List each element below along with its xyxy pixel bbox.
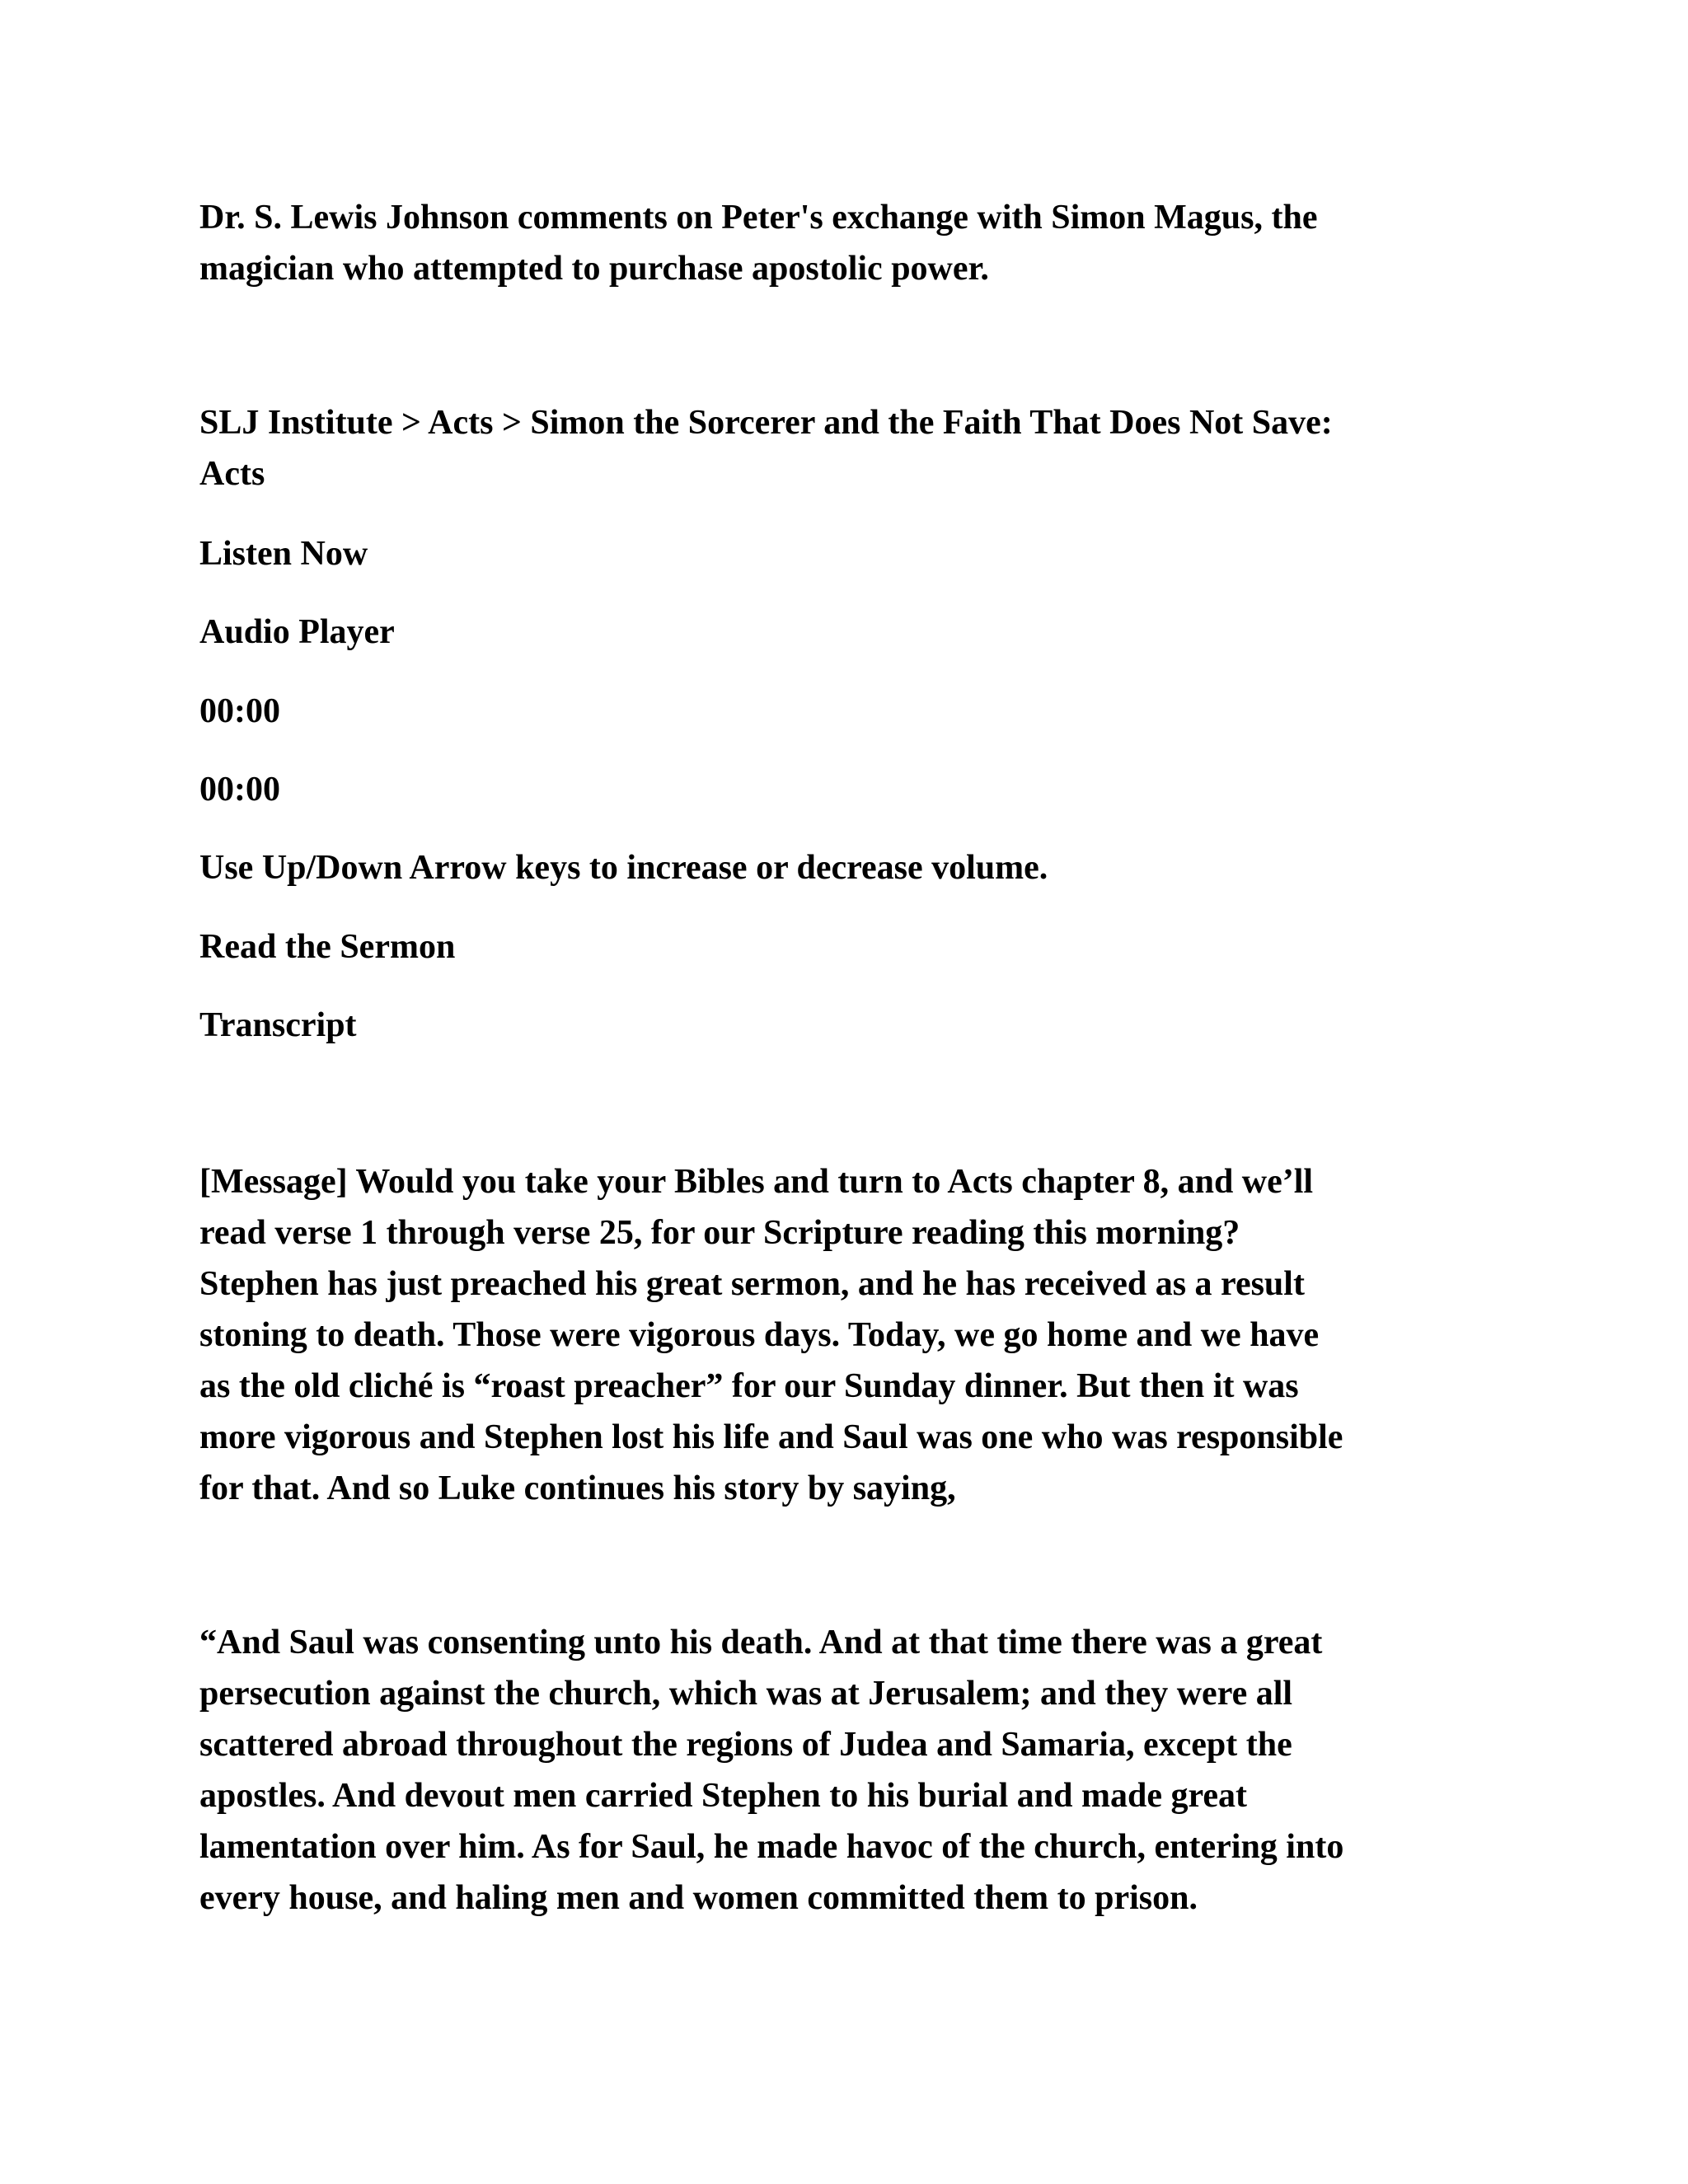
breadcrumb-line: SLJ Institute > Acts > Simon the Sorcerer and the Faith That Does Not Save: xyxy=(199,404,1333,442)
volume-hint: Use Up/Down Arrow keys to increase or decrease volume. xyxy=(199,849,1048,887)
scripture-paragraph xyxy=(199,1617,1343,1924)
transcript-heading: Transcript xyxy=(199,1006,357,1044)
summary-line: magician who attempted to purchase apostolic power. xyxy=(199,250,989,288)
scripture-line: every house, and haling men and women committed them to prison. xyxy=(199,1879,1198,1917)
message-paragraph xyxy=(199,1156,1343,1514)
document-page xyxy=(199,0,1502,2184)
scripture-line: scattered abroad throughout the regions of Judea and Samaria, except the xyxy=(199,1726,1292,1764)
audio-current-time: 00:00 xyxy=(199,692,280,730)
message-line: [Message] Would you take your Bibles and turn to Acts chapter 8, and we’ll xyxy=(199,1163,1314,1201)
scripture-line: lamentation over him. As for Saul, he made havoc of the church, entering into xyxy=(199,1828,1344,1866)
breadcrumb xyxy=(199,397,1333,499)
audio-player-label: Audio Player xyxy=(199,613,395,651)
scripture-line: “And Saul was consenting unto his death. And at that time there was a great xyxy=(199,1624,1323,1661)
audio-duration: 00:00 xyxy=(199,771,280,808)
breadcrumb-line: Acts xyxy=(199,455,265,493)
message-line: for that. And so Luke continues his story by saying, xyxy=(199,1469,956,1507)
message-line: Stephen has just preached his great sermon, and he has received as a result xyxy=(199,1265,1305,1303)
message-line: as the old cliché is “roast preacher” for our Sunday dinner. But then it was xyxy=(199,1367,1299,1405)
message-line: more vigorous and Stephen lost his life and Saul was one who was responsible xyxy=(199,1418,1343,1456)
scripture-line: persecution against the church, which was at Jerusalem; and they were all xyxy=(199,1675,1293,1713)
scripture-line: apostles. And devout men carried Stephen to his burial and made great xyxy=(199,1777,1247,1815)
read-sermon-heading: Read the Sermon xyxy=(199,928,456,966)
summary-paragraph xyxy=(199,192,1317,294)
message-line: stoning to death. Those were vigorous days. Today, we go home and we have xyxy=(199,1316,1320,1354)
listen-now-label: Listen Now xyxy=(199,535,368,573)
message-line: read verse 1 through verse 25, for our Scripture reading this morning? xyxy=(199,1214,1240,1252)
summary-line: Dr. S. Lewis Johnson comments on Peter's exchange with Simon Magus, the xyxy=(199,199,1318,237)
